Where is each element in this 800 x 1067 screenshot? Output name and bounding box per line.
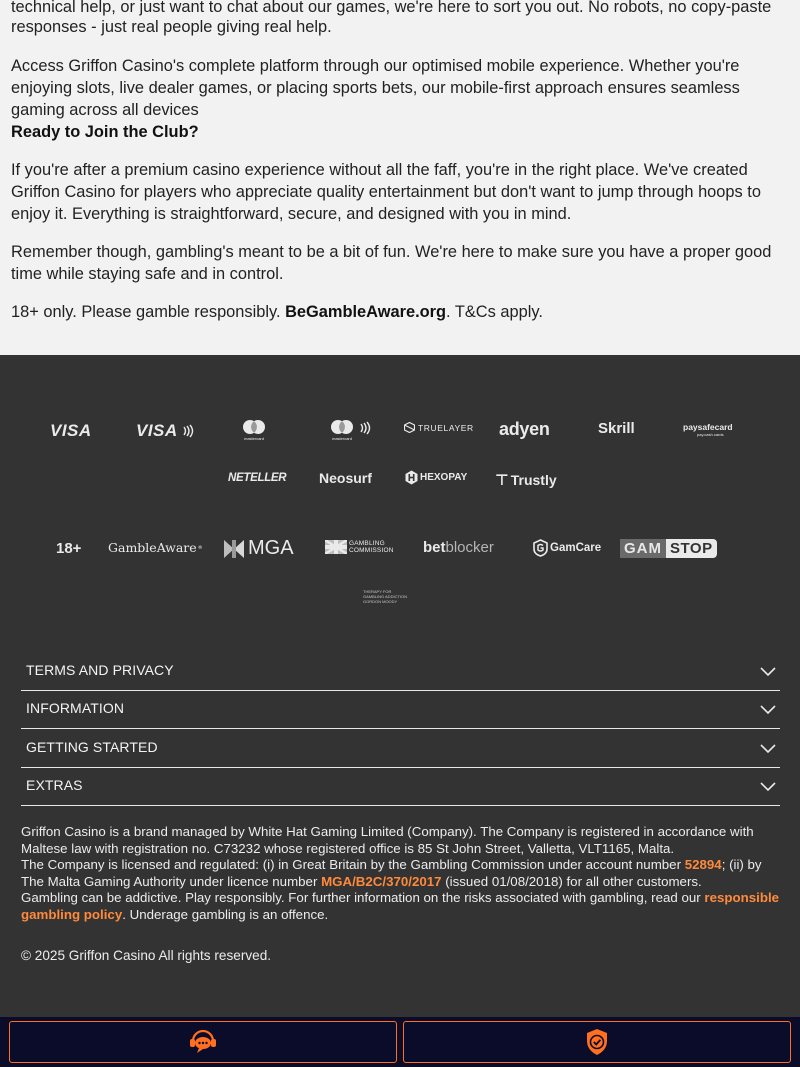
account-number-link[interactable]: 52894 <box>684 857 722 872</box>
chevron-down-icon <box>760 665 776 677</box>
neosurf-logo: Neosurf <box>319 470 372 486</box>
gordon-moody-logo: THERAPY FOR GAMBLING ADDICTION GORDON MOODY <box>363 589 408 604</box>
safety-button[interactable] <box>403 1021 791 1063</box>
skrill-logo: Skrill <box>598 420 635 437</box>
mastercard-contactless-logo: mastercard <box>328 419 372 441</box>
copyright: © 2025 Griffon Casino All rights reserved. <box>21 948 272 963</box>
contactless-icon <box>181 424 195 438</box>
accordion-label: EXTRAS <box>26 777 83 793</box>
union-flag-icon <box>325 540 347 554</box>
begambleaware-link[interactable]: BeGambleAware.org <box>285 303 447 321</box>
mga-icon <box>223 538 245 560</box>
gambling-commission-logo: GAMBLING COMMISSION <box>325 540 394 554</box>
visa-contactless-logo: VISA <box>136 421 195 441</box>
legal-text <box>21 824 781 923</box>
accordion-information[interactable] <box>21 691 780 729</box>
responsible-gambling-policy-link[interactable]: responsible gambling policy <box>21 890 780 922</box>
mobile-paragraph: Access Griffon Casino's complete platform through our optimised mobile experience. Whether you're enjoying slots, live dealer games, or placing sports bets, our mobile-first approach ensures seamless gaming across all devices <box>11 57 740 119</box>
support-chat-icon <box>187 1027 219 1057</box>
company-info: Griffon Casino is a brand managed by White Hat Gaming Limited (Company). The Company is registered in accordance with Maltese law with registration no. C73232 whose registered office is 85 St John Street, Valletta, VLT1165, Malta. <box>21 824 754 856</box>
accordion-label: TERMS AND PRIVACY <box>26 662 174 678</box>
gamstop-logo: GAM STOP <box>620 539 717 558</box>
content-section <box>0 0 800 355</box>
age-18-logo: 18+ <box>56 540 82 557</box>
adyen-logo: adyen <box>499 419 550 439</box>
accordion-extras[interactable] <box>21 768 780 806</box>
accordion-label: GETTING STARTED <box>26 739 158 755</box>
partial-text-line: technical help, or just want to chat about our games, we're here to sort you out. No robots, no copy-paste <box>11 0 772 16</box>
premium-paragraph: If you're after a premium casino experience without all the faff, you're in the right place. We've created Griffon Casino for players who appreciate quality entertainment but don't want to jump through hoops to enjoy it. Everything is straightforward, secure, and designed with you in mind. <box>11 161 761 223</box>
addiction-warning: Gambling can be addictive. Play responsibly. For further information on the risks associated with gambling, read our responsible gambling policy. Underage gambling is an offence. <box>21 890 780 922</box>
hexopay-icon <box>405 470 418 485</box>
paysafecard-logo: paysafecard pay.cash.cards <box>683 422 733 437</box>
accordion-label: INFORMATION <box>26 700 125 716</box>
responsible-notice <box>11 301 786 323</box>
truelayer-logo: TRUELAYER <box>404 422 474 433</box>
hexopay-logo: HEXOPAY <box>405 470 467 485</box>
mga-logo: MGA <box>223 537 294 560</box>
chevron-down-icon <box>760 780 776 792</box>
licence-number-link[interactable]: MGA/B2C/370/2017 <box>321 873 442 889</box>
gambleaware-logo: GambleAware ® <box>108 540 203 555</box>
visa-logo: VISA <box>50 421 92 440</box>
chevron-down-icon <box>760 742 776 754</box>
mastercard-circles-icon <box>328 419 356 435</box>
fun-paragraph: Remember though, gambling's meant to be a bit of fun. We're here to make sure you have a proper good time while staying safe and in control. <box>11 243 772 283</box>
licence-info: The Company is licensed and regulated: (i) in Great Britain by the Gambling Commission under account number 52894; (ii) by The Malta Gaming Authority under licence number MGA/B2C/370/2017 (issued 01/08/2018) for all other customers. <box>21 857 762 889</box>
trustly-logo: ⊤ Trustly <box>495 472 557 489</box>
shield-check-icon <box>585 1028 609 1056</box>
trustly-t-icon: ⊤ <box>495 472 509 489</box>
rg-prefix: 18+ only. Please gamble responsibly. <box>11 303 286 321</box>
chevron-down-icon <box>760 703 776 715</box>
neteller-logo: NETELLER <box>228 472 287 484</box>
join-heading: Ready to Join the Club? <box>11 123 199 141</box>
mastercard-logo: mastercard <box>240 419 268 441</box>
partial-text-line: responses - just real people giving real help. <box>11 18 332 36</box>
support-button[interactable] <box>9 1021 397 1063</box>
betblocker-logo: bet blocker <box>423 539 494 556</box>
gamcare-icon <box>533 539 548 557</box>
rg-suffix: . T&Cs apply. <box>446 303 543 321</box>
accordion-getting-started[interactable] <box>21 730 780 768</box>
mastercard-circles-icon <box>240 419 268 435</box>
truelayer-icon <box>404 422 415 433</box>
bottom-action-bar <box>0 1017 800 1067</box>
gamcare-logo: GamCare <box>533 539 601 557</box>
contactless-icon <box>358 421 372 435</box>
accordion-terms-and-privacy[interactable] <box>21 653 780 691</box>
